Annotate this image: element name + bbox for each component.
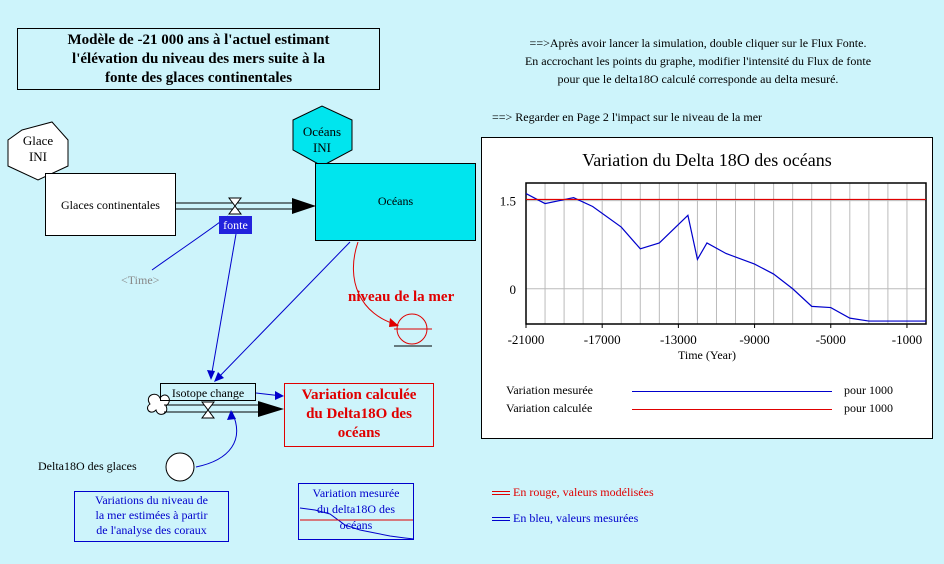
oceans-label: Océans	[377, 194, 414, 208]
oceans-stock[interactable]	[315, 163, 476, 241]
legend-measured-line	[632, 391, 832, 392]
legend-computed-label: Variation calculée	[506, 401, 593, 415]
variation-calculee-stock[interactable]: Variation calculée du Delta18O des océans	[284, 383, 434, 447]
fonte-flow-label[interactable]: fonte	[219, 216, 252, 234]
legend-measured-unit: pour 1000	[844, 383, 893, 397]
isotope-valve-icon[interactable]	[202, 402, 214, 418]
series-line-0	[526, 194, 926, 321]
glaces-continentales-stock[interactable]	[45, 173, 176, 236]
fonte-isotope-link	[211, 234, 236, 378]
delta18o-glaces-variable[interactable]	[166, 453, 194, 481]
niveau-mer-label: niveau de la mer	[348, 289, 455, 305]
model-title: Modèle de -21 000 ans à l'actuel estimant l'élévation du niveau des mers suite à la fonte des glaces continentales	[17, 28, 380, 90]
legend-computed-unit: pour 1000	[844, 401, 893, 415]
chart-xlabel: Time (Year)	[677, 348, 736, 362]
legend-computed-line	[632, 409, 832, 410]
y-tick-label: 0	[509, 281, 516, 297]
flow-arrowhead	[292, 198, 316, 214]
x-tick-label: -5000	[815, 332, 846, 347]
y-tick-label: 1.5	[499, 193, 516, 209]
fonte-valve-icon[interactable]	[229, 198, 241, 214]
delta18o-chart-panel[interactable]	[481, 137, 933, 439]
x-tick-label: -1000	[891, 332, 923, 347]
x-tick-label: -9000	[739, 332, 770, 347]
x-tick-label: -17000	[583, 332, 621, 347]
oceans-niveau-link	[353, 242, 398, 325]
variation-mesuree-lookup[interactable]: Variation mesurée du delta18O des océans	[298, 483, 414, 540]
glaces-continentales-label: Glaces continentales	[61, 198, 160, 212]
delta18o-glaces-label: Delta18O des glaces	[38, 459, 137, 473]
instructions-text: ==>Après avoir lancer la simulation, double cliquer sur le Flux Fonte. En accrochant les points du graphe, modifier l'intensité du Flux de fonte pour que le delta18O calculé corresponde au delta mesuré.	[524, 36, 872, 86]
x-tick-label: -13000	[659, 332, 697, 347]
oceans-isotope-link	[216, 242, 350, 380]
isotope-arrowhead	[258, 401, 284, 417]
red-legend-note: En rouge, valeurs modélisées	[492, 485, 654, 500]
x-tick-label: -21000	[507, 332, 545, 347]
legend-measured-label: Variation mesurée	[506, 383, 593, 397]
page2-instruction: ==> Regarder en Page 2 l'impact sur le niveau de la mer	[492, 110, 763, 124]
chart-title: Variation du Delta 18O des océans	[582, 150, 832, 170]
isotope-change-label[interactable]: Isotope change	[160, 383, 256, 401]
blue-legend-note: En bleu, valeurs mesurées	[492, 511, 638, 526]
oceans-ini-label: Océans INI	[302, 124, 342, 155]
glace-ini-label: Glace INI	[22, 133, 54, 164]
niveau-coraux-lookup[interactable]: Variations du niveau de la mer estimées à partir de l'analyse des coraux	[74, 491, 229, 542]
time-shadow-variable[interactable]: <Time>	[121, 273, 160, 287]
